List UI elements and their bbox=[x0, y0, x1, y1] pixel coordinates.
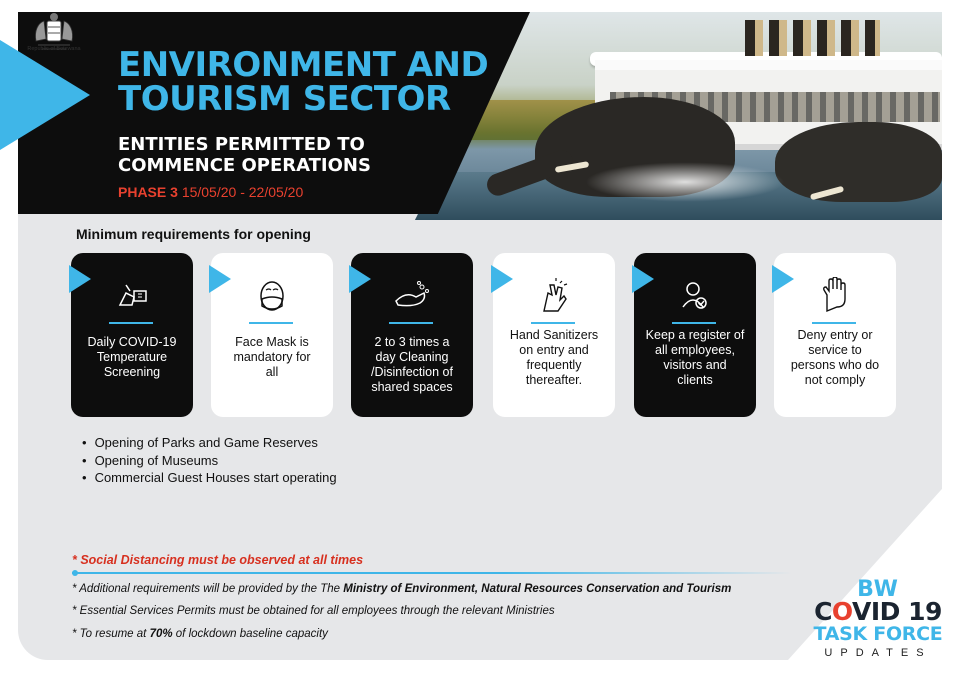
phase-dates: 15/05/20 - 22/05/20 bbox=[181, 184, 304, 200]
elephant-shape bbox=[775, 122, 942, 202]
requirement-card-sanitizer: Hand Sanitizers on entry and frequently thereafter. bbox=[493, 253, 615, 417]
phase-info bbox=[118, 184, 303, 200]
employee-register-icon bbox=[675, 277, 715, 317]
requirement-card-cleaning: 2 to 3 times a day Cleaning /Disinfection of shared spaces bbox=[351, 253, 473, 417]
requirements-heading: Minimum requirements for opening bbox=[76, 226, 311, 242]
phase-label: PHASE 3 bbox=[118, 184, 178, 200]
card-flag bbox=[491, 265, 513, 293]
page-title: ENVIRONMENT AND TOURISM SECTOR bbox=[118, 45, 489, 119]
card-flag bbox=[209, 265, 231, 293]
requirement-card-face-mask: Face Mask is mandatory for all bbox=[211, 253, 333, 417]
hand-sanitizer-icon bbox=[534, 277, 574, 317]
thermometer-screening-icon bbox=[112, 277, 152, 317]
permits-note: * Essential Services Permits must be obtained for all employees through the relevant Ministries bbox=[72, 605, 555, 617]
requirement-card-register: Keep a register of all employees, visitors and clients bbox=[634, 253, 756, 417]
seal-caption: Republic of Botswana bbox=[27, 46, 81, 52]
bw-covid19-task-force-logo: BW COVID 19 TASK FORCE UPDATES bbox=[813, 577, 943, 659]
capacity-note: * To resume at 70% of lockdown baseline capacity bbox=[72, 628, 328, 640]
cleaning-spray-icon bbox=[392, 277, 432, 317]
stop-hand-icon bbox=[815, 277, 855, 317]
card-flag bbox=[632, 265, 654, 293]
card-flag bbox=[772, 265, 794, 293]
virus-o-icon: O bbox=[831, 597, 853, 626]
divider bbox=[72, 572, 792, 574]
card-flag bbox=[349, 265, 371, 293]
social-distancing-note: * Social Distancing must be observed at all times bbox=[72, 553, 364, 567]
requirement-card-temperature: Daily COVID-19 Temperature Screening bbox=[71, 253, 193, 417]
list-item: • Opening of Parks and Game Reserves bbox=[82, 434, 337, 452]
card-flag bbox=[69, 265, 91, 293]
page-subtitle: ENTITIES PERMITTED TO COMMENCE OPERATIONS bbox=[118, 134, 371, 176]
openings-list bbox=[82, 434, 337, 487]
additional-requirements-note: * Additional requirements will be provided by the The Ministry of Environment, Natural Resources Conservation and Tourism bbox=[72, 583, 732, 595]
list-item: • Opening of Museums bbox=[82, 452, 337, 470]
requirement-card-deny-entry: Deny entry or service to persons who do not comply bbox=[774, 253, 896, 417]
face-mask-icon bbox=[252, 277, 292, 317]
list-item: • Commercial Guest Houses start operating bbox=[82, 469, 337, 487]
